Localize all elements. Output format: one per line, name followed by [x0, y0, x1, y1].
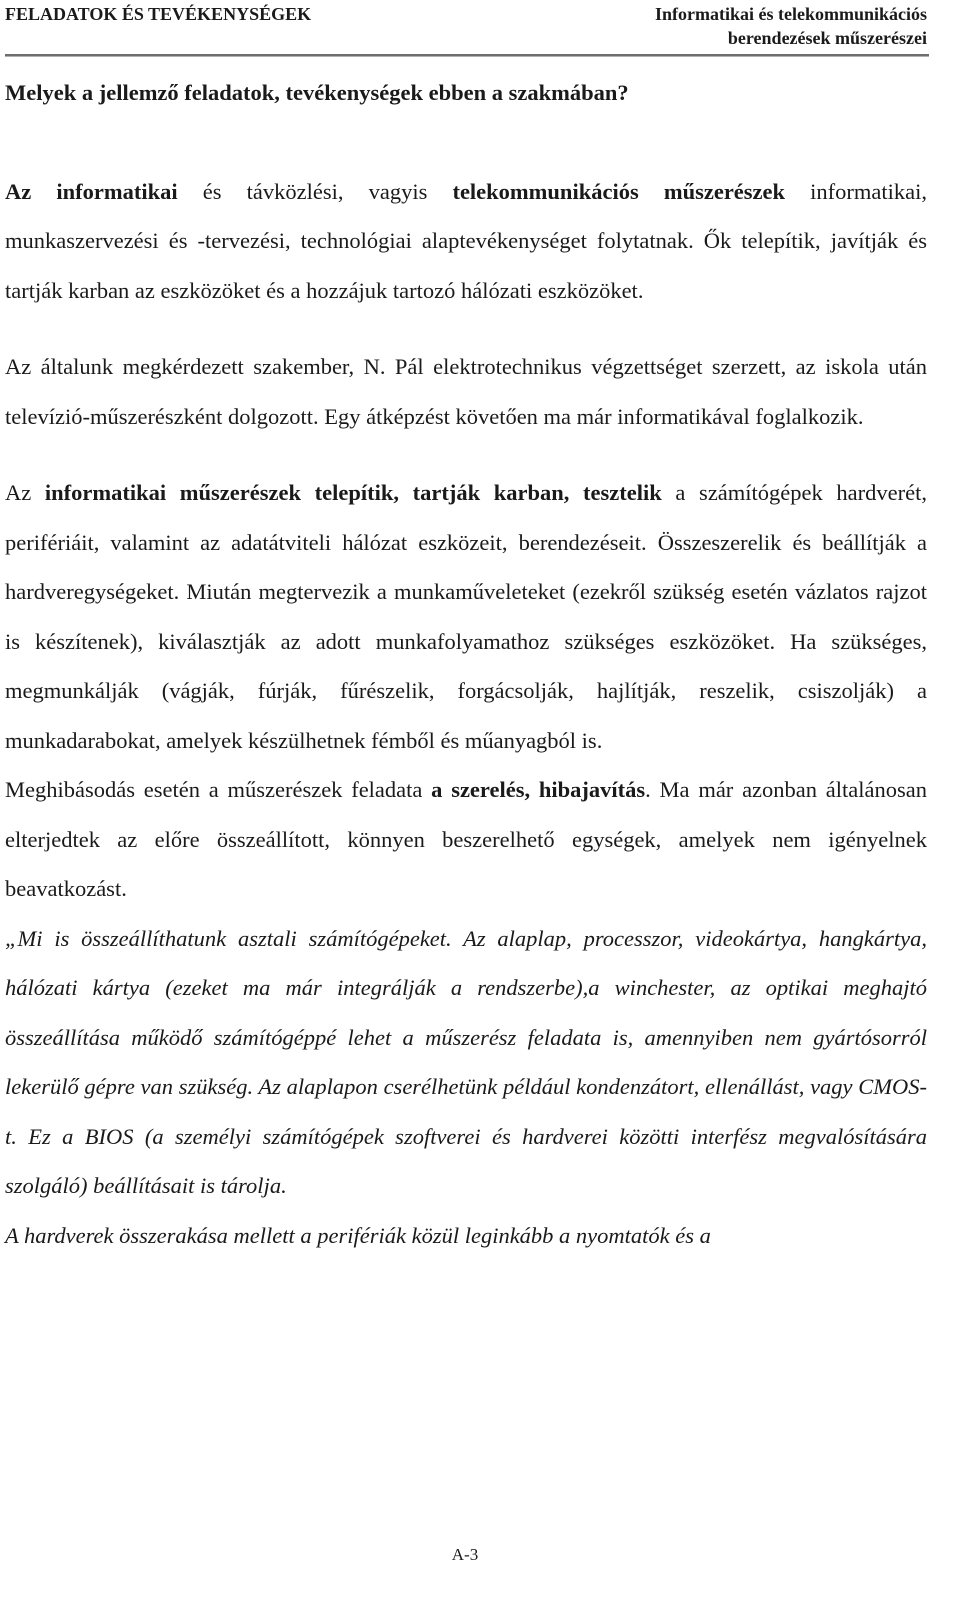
- page-header: [0, 0, 960, 58]
- bold-phrase: telekommunikációs műszerészek: [452, 178, 786, 204]
- paragraph-intro: [5, 167, 927, 316]
- quote-paragraph: „Mi is összeállíthatunk asztali számítógépeket. Az alaplap, processzor, videokártya, hangkártya, hálózati kártya (ezeket ma már integrálják a rendszerbe),a winchester, az optikai meghajtó összeállítása működő számítógéppé lehet a műszerész feladata is, amennyiben nem gyártósorról lekerülő gépre van szükség. Az alaplapon cserélhetünk például kondenzátort, ellenállást, vagy CMOS-t. Ez a BIOS (a személyi számítógépek szoftverei és hardverei közötti interfész megvalósítására szolgáló) beállításait is tárolja.: [5, 925, 927, 1198]
- bold-phrase: a szerelés, hibajavítás: [431, 777, 646, 802]
- header-document-title-line2: berendezések műszerészei: [727, 28, 927, 48]
- text-span: informatikai, munkaszervezési és -tervezési, technológiai alaptevékenységet folytatnak. Ők telepítik, javítják és tartják karban az eszközöket és a hozzájuk tartozó hálózati eszközöket.: [5, 178, 927, 303]
- document-body: [5, 68, 927, 1260]
- text-span: a számítógépek hardverét, perifériáit, valamint az adatátviteli hálózat eszközeit, berendezéseit. Összeszerelik és beállítják a hardveregységeket. Miután megtervezik a munkaműveleteket (ezekről szükség esetén vázlatos rajzot is készítenek), kiválasztják az adott munkafolyamathoz szükséges eszközöket. Ha szükséges, megmunkálják (vágják, fúrják, fűrészelik, forgácsolják, hajlítják, reszelik, csiszolják) a munkadarabokat, amelyek készülhetnek fémből és műanyagból is.: [5, 480, 927, 753]
- header-document-title: [655, 2, 927, 50]
- bold-phrase: Az informatikai: [5, 178, 178, 204]
- header-document-title-line1: Informatikai és telekommunikációs: [655, 4, 927, 24]
- text-span: Az: [5, 480, 45, 505]
- paragraph-interviewee: Az általunk megkérdezett szakember, N. Pál elektrotechnikus végzettséget szerzett, az iskola után televízió-műszerészként dolgozott. Egy átképzést követően ma már informatikával foglalkozik.: [5, 354, 927, 429]
- text-span: és: [177, 178, 247, 204]
- page-number: A-3: [451, 1545, 479, 1564]
- header-section-title: FELADATOK ÉS TEVÉKENYSÉGEK: [5, 4, 312, 24]
- bold-phrase: informatikai műszerészek telepítik, tartják karban, tesztelik: [44, 480, 662, 505]
- paragraph-tasks: [5, 468, 927, 765]
- text-span: távközlési, vagyis: [246, 178, 428, 204]
- text-span: . Ma már azonban általánosan elterjedtek az előre összeállított, könnyen beszerelhető egységek, amelyek nem igényelnek beavatkozást.: [5, 777, 927, 901]
- text-span: Meghibásodás esetén a műszerészek feladata: [5, 777, 432, 802]
- paragraph-repair: [5, 765, 927, 914]
- quote-paragraph-continued: A hardverek összerakása mellett a perifériák közül leginkább a nyomtatók és a: [5, 1222, 711, 1248]
- header-divider: [5, 54, 929, 57]
- section-heading: Melyek a jellemző feladatok, tevékenységek ebben a szakmában?: [5, 80, 629, 105]
